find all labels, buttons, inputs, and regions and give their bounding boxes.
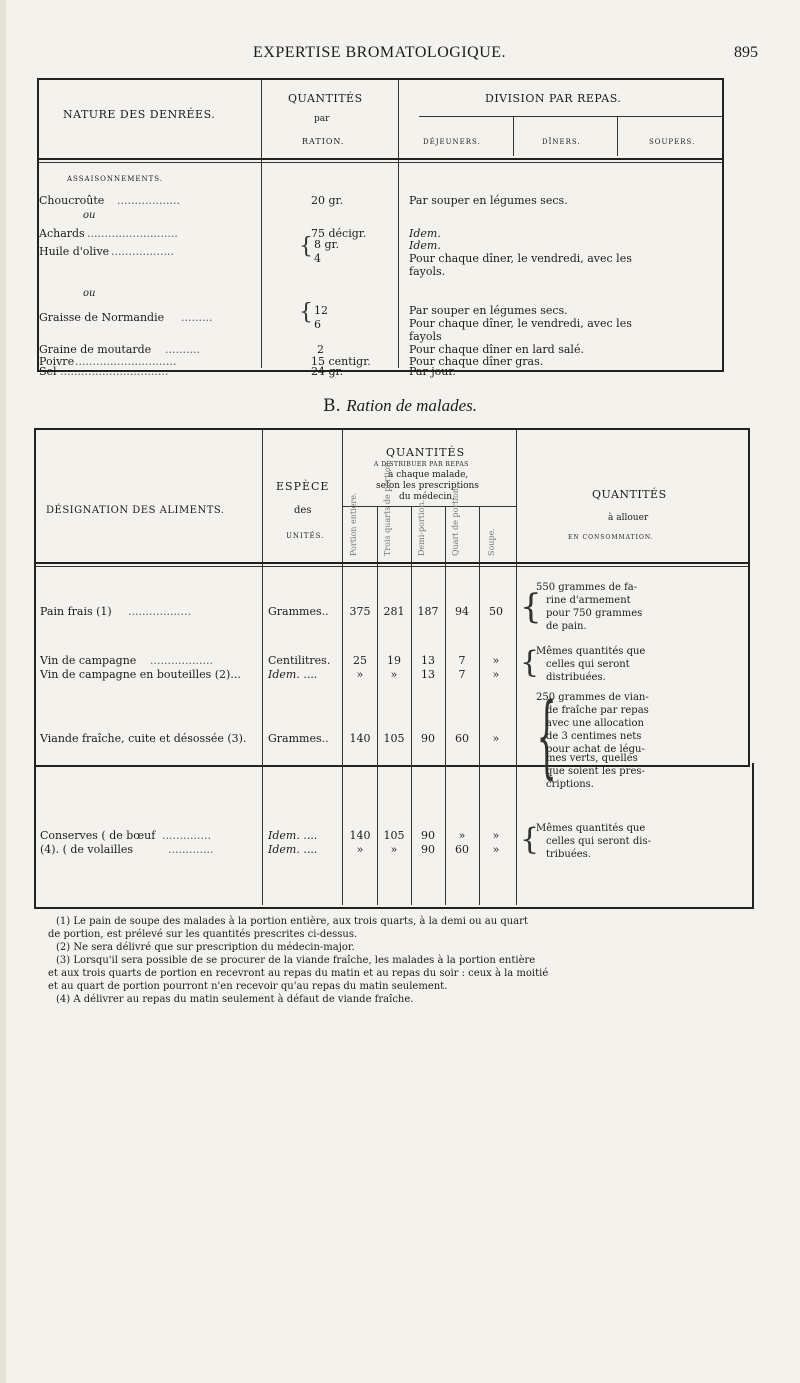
cell: » <box>390 843 398 856</box>
col-quantites-sub4: du médecin. <box>399 492 455 502</box>
footnote-3: (3) Lorsqu'il sera possible de se procurer de la viande fraîche, les malades à la portion entière <box>56 955 536 966</box>
allouer-line: de pain. <box>546 621 587 632</box>
col-soupers-header: SOUPERS. <box>649 138 696 146</box>
subcol-portion-entiere: Portion entière. <box>349 492 358 556</box>
allouer-line: de fraîche par repas <box>546 705 649 716</box>
cell: 105 <box>383 829 405 842</box>
row-qty: 8 gr. <box>314 238 340 251</box>
cell: 105 <box>383 732 405 745</box>
row-name: Graine de moutarde <box>39 343 152 356</box>
footnote-4: (4) A délivrer au repas du matin seulement à défaut de viande fraîche. <box>56 994 414 1005</box>
row-name: Vin de campagne en bouteilles (2)... <box>40 668 241 681</box>
subcol-demi-portion: Demi-portion. <box>417 499 426 556</box>
brace: { <box>299 300 313 325</box>
allouer-line: 550 grammes de fa- <box>536 582 638 593</box>
row-division-2b: fayols <box>409 330 442 343</box>
allouer-line: avec une allocation <box>546 718 644 729</box>
cell: » <box>356 843 364 856</box>
col-unites-header: UNITÉS. <box>286 532 325 540</box>
col-allouer-sub2: EN CONSOMMATION. <box>568 534 654 541</box>
section-title <box>0 396 800 416</box>
col-quantites-sub2: à chaque malade, <box>388 470 469 480</box>
cell: 90 <box>421 829 435 842</box>
cell: 90 <box>421 843 435 856</box>
col-dejeuners-header: DÉJEUNERS. <box>423 138 481 146</box>
cell: 281 <box>383 605 405 618</box>
page-number: 895 <box>734 44 758 61</box>
brace: { <box>520 587 542 627</box>
col-allouer-header: QUANTITÉS <box>592 488 667 501</box>
row-name: Choucroûte <box>39 194 105 207</box>
col-allouer-sub1: à allouer <box>608 513 649 523</box>
allouer-line: criptions. <box>546 779 594 790</box>
footnote-1b: de portion, est prélevé sur les quantités prescrites ci-dessus. <box>48 929 358 940</box>
allouer-line: pour achat de légu- <box>546 744 645 755</box>
section-prefix: B. <box>322 396 341 416</box>
row-qty: 20 gr. <box>311 194 344 207</box>
cell: 94 <box>455 605 469 618</box>
cell: 140 <box>349 829 371 842</box>
allouer-line: distribuées. <box>546 672 606 683</box>
cell: 50 <box>489 605 503 618</box>
row-unit: Idem. .... <box>268 668 318 681</box>
row-name: Achards <box>39 227 85 240</box>
footnote-3b: et aux trois quarts de portion en recevront au repas du matin et au repas du soir : ceux à la moitié <box>48 968 549 979</box>
cell: 25 <box>353 654 367 667</box>
cell: 187 <box>417 605 439 618</box>
row-name: Poivre <box>39 355 75 368</box>
cell: » <box>492 668 500 681</box>
cell: 375 <box>349 605 371 618</box>
allouer-line: Mêmes quantités que <box>536 823 646 834</box>
row-unit: Centilitres. <box>268 654 331 667</box>
allouer-line: pour 750 grammes <box>546 608 643 619</box>
cell: » <box>492 654 500 667</box>
row-division: Par souper en légumes secs. <box>409 194 568 207</box>
cell: » <box>356 668 364 681</box>
row-unit: Idem. .... <box>268 829 318 842</box>
col-quantites-header: QUANTITÉS <box>288 92 363 105</box>
table-ration-malades: DÉSIGNATION DES ALIMENTS. ESPÈCE des UNITÉS. QUANTITÉS A DISTRIBUER PAR REPAS à chaque malade, selon les prescriptions du médecin. Portion entière. Trois quarts de portion. Demi-portion. Quart de portion. Soupe. QUANTITÉS à allouer EN CONSOMMATION. Pain frais (1) .................. Grammes.. 375 281 187 94 50 { 550 grammes de fa- rine d'armement pour 750 grammes de pain. Vin de campagne .................. Centilitres. 25 19 13 7 » Vin de campagne en bouteilles (2)... Idem. .... » » 13 7 » { Mêmes quantités que celles qui seront distribuées. Viande fraîche, cuite et désossée (3). Grammes.. 140 105 90 60 » { 250 grammes de vian- de fraîche par repas avec une allocation de 3 centimes nets pour achat de légu- <box>34 428 750 767</box>
section-label: ASSAISONNEMENTS. <box>67 175 164 183</box>
cell: » <box>492 843 500 856</box>
subcol-quart: Quart de portion. <box>451 485 460 556</box>
row-name: Sel <box>39 365 57 378</box>
row-unit: Grammes.. <box>268 732 329 745</box>
row-name: Huile d'olive <box>39 245 110 258</box>
row-division: Idem. <box>409 239 441 252</box>
allouer-line: celles qui seront dis- <box>546 836 651 847</box>
row-division-2: Pour chaque dîner, le vendredi, avec les <box>409 317 632 330</box>
cell: » <box>492 732 500 745</box>
row-division: Par jour. <box>409 365 456 378</box>
footnote-1: (1) Le pain de soupe des malades à la portion entière, aux trois quarts, à la demi ou au quart <box>56 916 528 927</box>
brace: { <box>536 684 557 789</box>
row-qty: 15 centigr. <box>311 355 371 368</box>
row-division-2b: fayols. <box>409 265 446 278</box>
row-name: (4). ( de volailles <box>40 843 134 856</box>
col-quantites-sub3: selon les prescriptions <box>376 481 479 491</box>
allouer-line: mes verts, quelles <box>546 753 638 764</box>
footnote-2: (2) Ne sera délivré que sur prescription du médecin-major. <box>56 942 355 953</box>
cell: » <box>458 829 466 842</box>
table-ration-malades-continued: mes verts, quelles que soient les pres- criptions. Conserves ( de bœuf .............. Idem. .... 140 105 90 » » (4). ( de volailles ............. Idem. .... » » 90 60 » { Mêmes quantités que celles qui seront dis- tribuées. <box>34 763 754 909</box>
col-designation-header: DÉSIGNATION DES ALIMENTS. <box>46 505 225 516</box>
allouer-line: de 3 centimes nets <box>546 731 642 742</box>
row-or: ou <box>83 210 96 221</box>
col-ration-header: RATION. <box>302 137 345 146</box>
subcol-soupe: Soupe. <box>487 528 496 556</box>
col-espece-header: ESPÈCE <box>276 480 330 493</box>
row-division: Pour chaque dîner gras. <box>409 355 544 368</box>
col-quantites-sub1: A DISTRIBUER PAR REPAS <box>374 461 469 468</box>
row-qty: 2 <box>317 343 324 356</box>
brace: { <box>299 234 313 259</box>
row-unit: Idem. .... <box>268 843 318 856</box>
row-name: Viande fraîche, cuite et désossée (3). <box>40 732 247 745</box>
footnote-3c: et au quart de portion pourront n'en recevoir qu'au repas du matin seulement. <box>48 981 448 992</box>
row-division: Pour chaque dîner en lard salé. <box>409 343 584 356</box>
table-assaisonnements: NATURE DES DENRÉES. QUANTITÉS par RATION. DIVISION PAR REPAS. DÉJEUNERS. DÎNERS. SOUPERS. ASSAISONNEMENTS. Choucroûte .................. 20 gr. Par souper en légumes secs. ou Achards .......................... 75 décigr. Idem. Huile d'olive .................. { 8 gr. 4 Idem. Pour chaque dîner, le vendredi, avec les fayols. ou Graisse de Normandie ......... { 12 6 Par souper en légumes secs. Pour chaque dîner, le vendredi, avec les fayols Graine de moutarde .......... 2 Pour chaque dîner en lard salé. Poivre ............................. 15 centigr. Pour chaque dîner gras. <box>37 78 724 372</box>
brace: { <box>520 822 540 857</box>
cell: » <box>492 829 500 842</box>
row-name: Graisse de Normandie <box>39 311 165 324</box>
allouer-line: rine d'armement <box>546 595 631 606</box>
col-nature-header: NATURE DES DENRÉES. <box>63 108 216 121</box>
page-header <box>0 44 800 74</box>
cell: 13 <box>421 668 435 681</box>
allouer-line: celles qui seront <box>546 659 630 670</box>
row-qty: 75 décigr. <box>311 227 367 240</box>
row-division: Idem. <box>409 227 441 240</box>
row-qty: 24 gr. <box>311 365 344 378</box>
binding-edge <box>0 0 6 1383</box>
subcol-trois-quarts: Trois quarts de portion. <box>383 459 392 556</box>
row-name: Vin de campagne <box>40 654 137 667</box>
cell: 140 <box>349 732 371 745</box>
cell: 90 <box>421 732 435 745</box>
allouer-line: que soient les pres- <box>546 766 645 777</box>
cell: 19 <box>387 654 401 667</box>
allouer-line: tribuées. <box>546 849 591 860</box>
row-division-2: Pour chaque dîner, le vendredi, avec les <box>409 252 632 265</box>
cell: 7 <box>458 654 466 667</box>
brace: { <box>520 645 540 680</box>
cell: 7 <box>458 668 466 681</box>
col-par-header: par <box>314 114 330 124</box>
row-qty-2: 4 <box>314 252 321 265</box>
running-title: EXPERTISE BROMATOLOGIQUE. <box>253 44 507 61</box>
row-division: Par souper en légumes secs. <box>409 304 568 317</box>
col-division-header: DIVISION PAR REPAS. <box>485 92 622 105</box>
row-or: ou <box>83 288 96 299</box>
row-qty: 12 <box>314 304 328 317</box>
row-name: Pain frais (1) <box>40 605 112 618</box>
allouer-line: Mêmes quantités que <box>536 646 646 657</box>
row-unit: Grammes.. <box>268 605 329 618</box>
cell: 60 <box>455 843 469 856</box>
allouer-line: 250 grammes de vian- <box>536 692 649 703</box>
cell: » <box>390 668 398 681</box>
col-diners-header: DÎNERS. <box>542 138 581 146</box>
cell: 60 <box>455 732 469 745</box>
col-quantites-header: QUANTITÉS <box>386 446 466 459</box>
cell: 13 <box>421 654 435 667</box>
row-qty-2: 6 <box>314 318 321 331</box>
col-des-header: des <box>294 505 312 516</box>
row-name: Conserves ( de bœuf <box>40 829 156 842</box>
section-title-text: Ration de malades. <box>346 396 478 415</box>
footnotes <box>0 916 800 1016</box>
